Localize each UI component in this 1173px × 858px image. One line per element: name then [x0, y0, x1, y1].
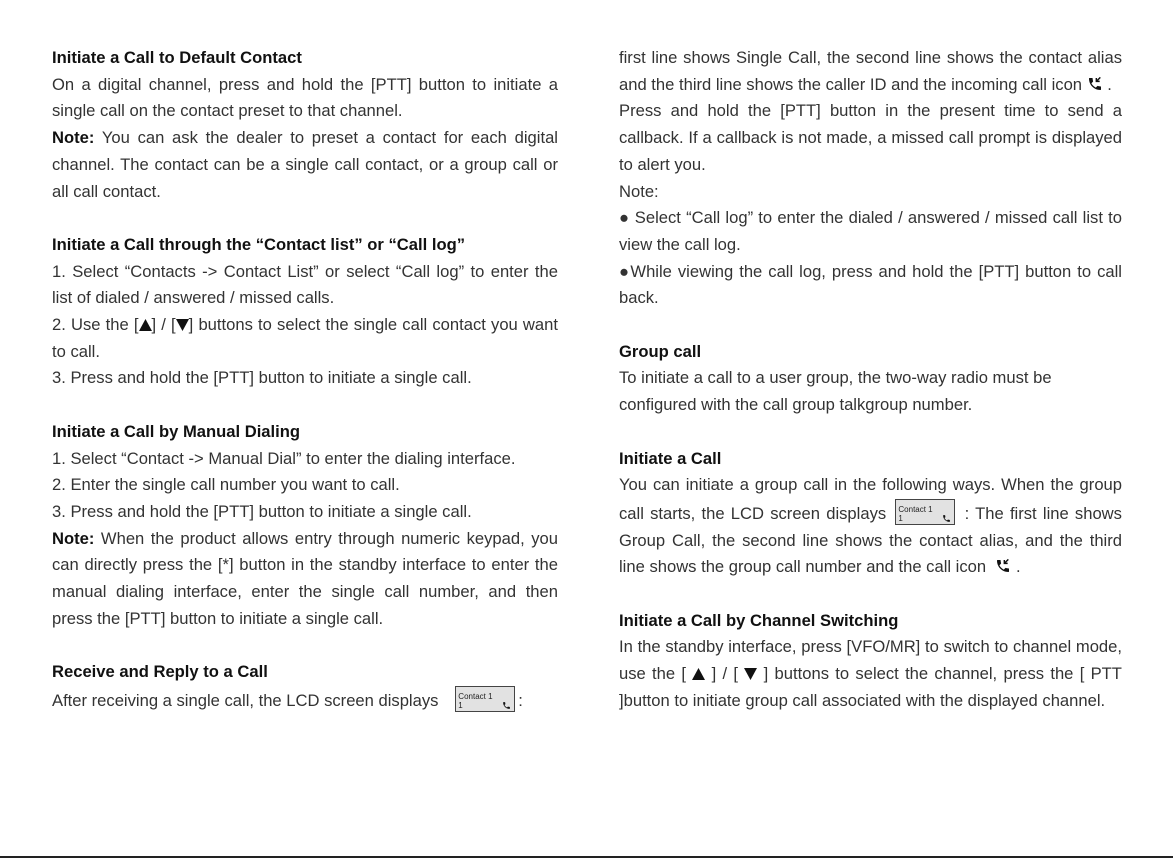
up-triangle-icon [692, 668, 705, 680]
spacer [52, 205, 558, 232]
manual-dialing-step-3: 3. Press and hold the [PTT] button to initiate a single call. [52, 501, 472, 521]
lcd-line-1: Contact 1 [458, 691, 493, 701]
default-contact-note [52, 125, 558, 205]
receive-reply-text: After receiving a single call, the LCD screen displays [52, 690, 439, 710]
spacer [619, 581, 1122, 608]
manual-dialing-note [52, 526, 558, 633]
initiate-call-body [619, 472, 1122, 581]
phone-icon [942, 514, 951, 523]
phone-incoming-icon [502, 701, 511, 710]
lcd-line-1: Contact 1 [898, 504, 933, 514]
lcd-display-image [455, 686, 515, 712]
contact-list-step-1: 1. Select “Contacts -> Contact List” or select “Call log” to enter the list of dialed / answered / missed calls. [52, 261, 558, 308]
note-bullet-2: ●While viewing the call log, press and hold the [PTT] button to call back. [619, 261, 1122, 308]
phone-incoming-icon [1087, 76, 1103, 92]
heading-group-call: Group call [619, 341, 702, 361]
channel-text-a: In the standby interface, press [VFO/MR] to switch to channel mode, use the [ [619, 637, 1122, 684]
receive-reply-colon: : [518, 690, 523, 710]
receive-reply-body [52, 686, 558, 715]
default-contact-body: On a digital channel, press and hold the [PTT] button to initiate a single call on the contact preset to that channel. [52, 74, 558, 121]
down-triangle-icon [744, 668, 757, 680]
spacer [619, 312, 1122, 339]
step2-text-a: 2. Use the [ [52, 315, 139, 335]
heading-contact-list: Initiate a Call through the “Contact list” or “Call log” [52, 234, 466, 254]
manual-dialing-step-1: 1. Select “Contact -> Manual Dial” to enter the dialing interface. [52, 448, 516, 468]
right-column [619, 45, 1122, 715]
down-triangle-icon [176, 319, 189, 331]
note-label: Note: [619, 181, 659, 201]
spacer [52, 632, 558, 659]
contact-list-step-2 [52, 312, 558, 365]
contact-list-step-3: 3. Press and hold the [PTT] button to initiate a single call. [52, 368, 472, 388]
lcd-display-image [895, 499, 955, 525]
receive-continued-body [619, 45, 1122, 98]
heading-manual-dialing: Initiate a Call by Manual Dialing [52, 421, 301, 441]
lcd-line-3: 1 [458, 700, 463, 710]
channel-switching-body [619, 634, 1122, 714]
step2-text-b: ] / [ [151, 315, 176, 335]
manual-dialing-step-2: 2. Enter the single call number you want to call. [52, 475, 400, 495]
icon-suffix: . [1107, 74, 1112, 94]
icon-suffix: . [1015, 557, 1021, 577]
step2-text-c: ] buttons to select the single call contact you want to call. [52, 315, 558, 361]
heading-default-contact: Initiate a Call to Default Contact [52, 48, 302, 67]
heading-receive-reply: Receive and Reply to a Call [52, 662, 268, 682]
lcd-line-3: 1 [898, 513, 903, 523]
note-text: When the product allows entry through numeric keypad, you can directly press the [*] button in the standby interface to enter the manual dialing interface, enter the single call number, and then press the [PTT] button to initiate a single call. [52, 528, 558, 628]
left-column [52, 45, 558, 715]
channel-text-c: ] buttons to select the channel, press the [ PTT ]button to initiate group call associated with the displayed channel. [619, 664, 1122, 710]
initiate-call-text-a: You can initiate a group call in the following ways. When the group call starts, the LCD screen displays [619, 475, 1122, 523]
note-label: Note: [52, 128, 95, 148]
group-call-body: To initiate a call to a user group, the two-way radio must be configured with the call group talkgroup number. [619, 368, 1052, 415]
callback-text: Press and hold the [PTT] button in the present time to send a callback. If a callback is not made, a missed call prompt is displayed to alert you. [619, 101, 1122, 174]
note-bullet-1: ● Select “Call log” to enter the dialed / answered / missed call list to view the call log. [619, 208, 1122, 254]
spacer [619, 419, 1122, 446]
note-text: You can ask the dealer to preset a contact for each digital channel. The contact can be a single call contact, or a group call or all call contact. [52, 128, 558, 201]
receive-continued-text: first line shows Single Call, the second line shows the contact alias and the third line shows the caller ID and the incoming call icon [619, 48, 1122, 94]
heading-initiate-call: Initiate a Call [619, 448, 722, 468]
up-triangle-icon [139, 319, 152, 331]
channel-text-b: ] / [ [711, 664, 739, 684]
note-label: Note: [52, 528, 95, 548]
initiate-call-text-b: : The first line shows Group Call, the second line shows the contact alias, and the third line shows the group call number and the call icon [619, 503, 1122, 577]
spacer [52, 392, 558, 419]
phone-incoming-icon [995, 558, 1011, 574]
heading-channel-switching: Initiate a Call by Channel Switching [619, 610, 899, 630]
